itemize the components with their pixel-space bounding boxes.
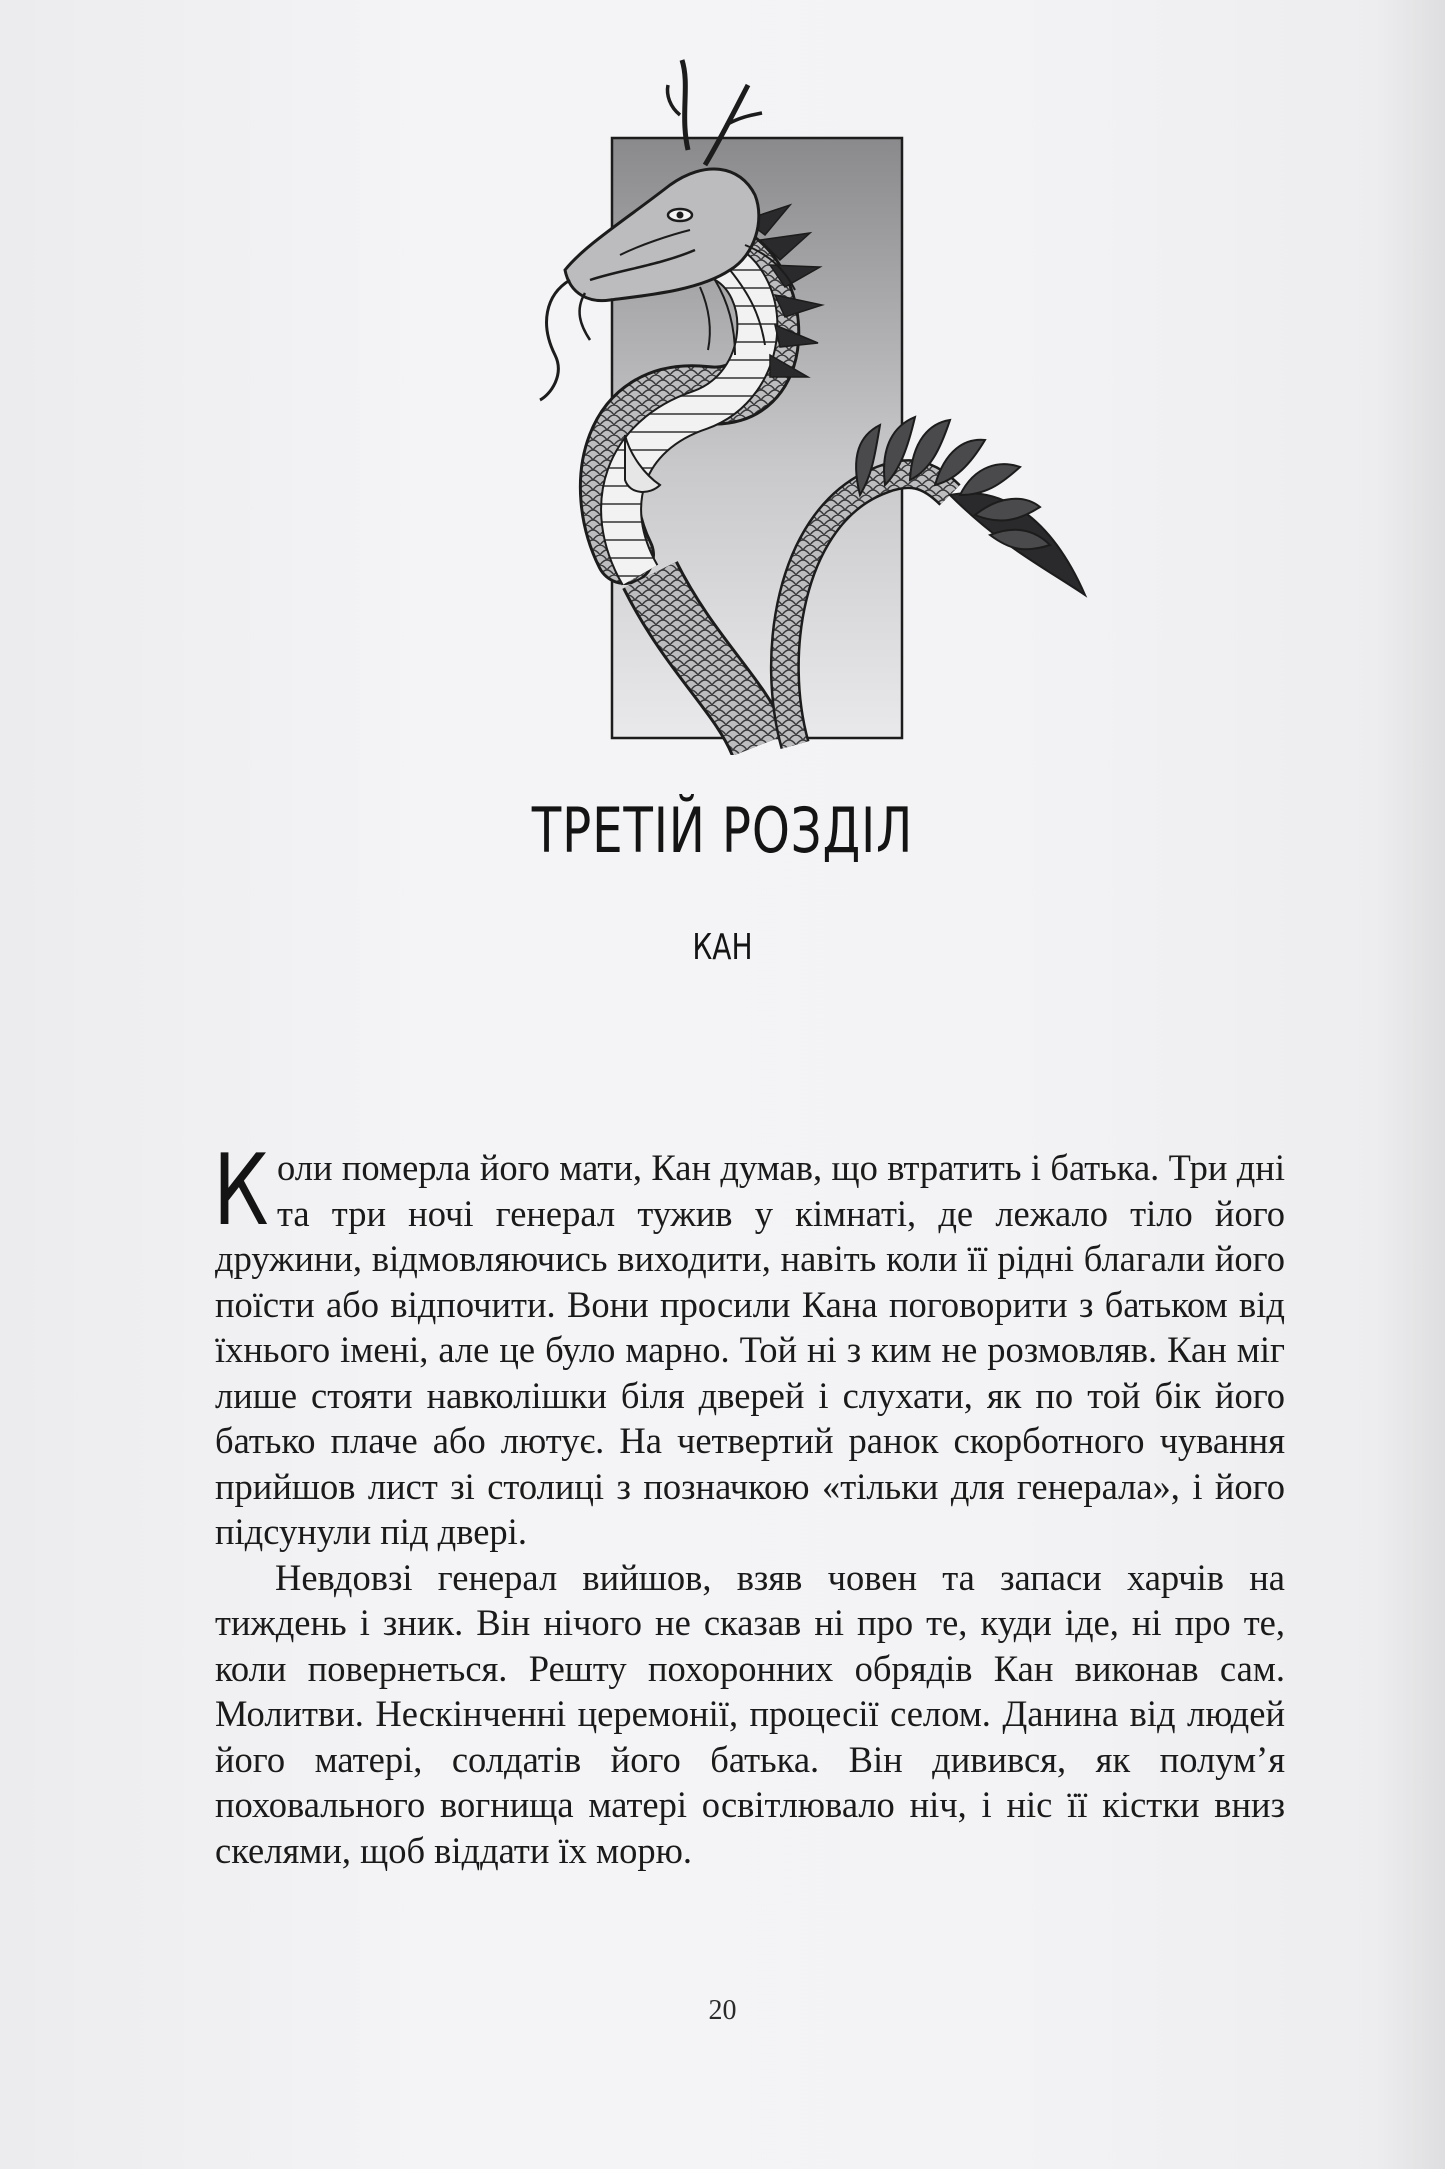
chapter-body [213, 1134, 1285, 1873]
drop-cap: К [213, 1134, 269, 1248]
paragraph-1 [213, 1134, 1285, 1555]
chapter-title: ТРЕТІЙ РОЗДІЛ [531, 794, 914, 867]
paragraph-1-text: оли померла його мати, Кан думав, що втратить і батька. Три дні та три ночі генерал тужив у кімнаті, де лежало тіло його дружини, відмовляючись виходити, навіть коли її рідні благали його поїсти або відпочити. Вони просили Кана поговорити з батьком від їхнього імені, але це було марно. Той ні з ким не розмовляв. Кан міг лише стояти навколішки біля дверей і слухати, як по той бік його батько плаче або лютує. На четвертий ранок скорботного чування прийшов лист зі столиці з позначкою «тільки для генерала», і його підсунули під двері. [215, 1147, 1285, 1552]
page-number: 20 [708, 1995, 737, 2026]
dragon-illustration-icon [530, 55, 1100, 755]
page-edge-shadow [1375, 0, 1445, 2169]
chapter-subtitle: КАН [692, 927, 753, 968]
paragraph-2: Невдовзі генерал вийшов, взяв човен та запаси харчів на тиждень і зник. Він нічого не сказав ні про те, куди іде, ні про те, коли повернеться. Решту похоронних обрядів Кан виконав сам. Молитви. Нескінченні церемонії, процесії селом. Данина від людей його матері, солдатів його батька. Він дивився, як полум’я поховального вогнища матері освітлювало ніч, і ніс її кістки вниз скелями, щоб віддати їх морю. [215, 1556, 1285, 1871]
